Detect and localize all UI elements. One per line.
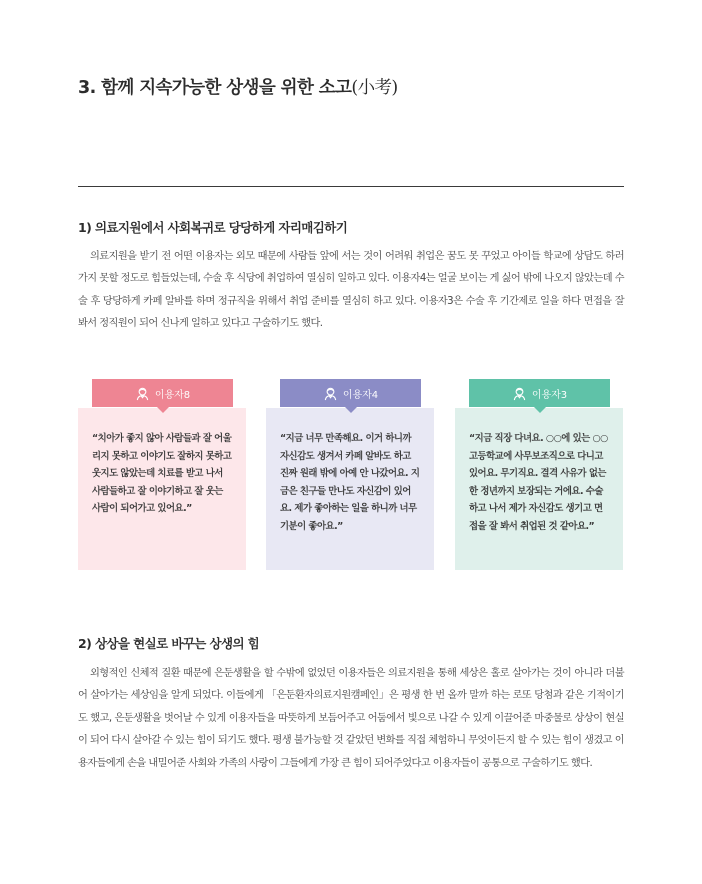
quote-text: “치아가 좋지 않아 사람들과 잘 어울리지 못하고 이야기도 잘하지 못하고 웃지도 않았는데 치료를 받고 나서 사람들하고 잘 이야기하고 잘 웃는 사람이 되어가고 있어요.” [92, 433, 232, 515]
section-title [78, 74, 398, 99]
section-title-text: 3. 함께 지속가능한 상생을 위한 소고 [78, 78, 352, 98]
subsection-heading-2: 2) 상상을 현실로 바꾸는 상생의 힘 [78, 636, 260, 651]
quote-card-user8 [78, 408, 246, 570]
quote-text: “지금 너무 만족해요. 이거 하니까 자신감도 생겨서 카페 알바도 하고 진짜 원래 밖에 아예 안 나갔어요. 지금은 친구들 만나도 자신감이 있어요. 제가 좋아하는 일을 하니까 너무 기분이 좋아요.” [280, 433, 420, 532]
user-icon [512, 386, 527, 401]
user-label-tab [92, 379, 233, 407]
section-title-hanja: (小考) [351, 78, 398, 98]
user-label-tab [280, 379, 421, 407]
user-icon [135, 386, 150, 401]
user-label-tab [469, 379, 610, 407]
user-label: 이용자4 [342, 389, 379, 401]
quote-text: “지금 직장 다녀요. ○○에 있는 ○○고등학교에 사무보조직으로 다니고 있어요. 무기직요. 결격 사유가 없는 한 정년까지 보장되는 거에요. 수술하고 나서 제가 자신감도 생기고 면접을 잘 봐서 취업된 것 같아요.” [469, 433, 608, 532]
section-divider [78, 186, 624, 187]
user-icon [323, 386, 338, 401]
subsection-paragraph-2: 외형적인 신체적 질환 때문에 은둔생활을 할 수밖에 없었던 이용자들은 의료지원을 통해 세상은 홀로 살아가는 것이 아니라 더불어 살아가는 세상임을 알게 되었다. 이들에게 「은둔환자의료지원캠페인」은 평생 한 번 올까 말까 하는 로또 당첨과 같은 기적이기도 했고, 은둔생활을 벗어날 수 있게 이용자들을 따뜻하게 보듬어주고 어둠에서 빛으로 나갈 수 있게 이끌어준 마중물로 상상이 현실이 되어 다시 살아갈 수 있는 힘이 되기도 했다. 평생 불가능할 것 같았던 변화를 직접 체험하니 무엇이든지 할 수 있는 힘이 생겼고 이용자들에게 손을 내밀어준 사회와 가족의 사랑이 그들에게 가장 큰 힘이 되어주었다고 이용자들이 공통으로 구술하기도 했다. [78, 668, 624, 769]
quote-card-user3 [455, 408, 623, 570]
subsection-heading-1: 1) 의료지원에서 사회복귀로 당당하게 자리매김하기 [78, 220, 348, 235]
subsection-paragraph-1: 의료지원을 받기 전 어떤 이용자는 외모 때문에 사람들 앞에 서는 것이 어려워 취업은 꿈도 못 꾸었고 아이들 학교에 상담도 하러 가지 못할 정도로 힘들었는데, 수술 후 식당에 취업하여 열심히 일하고 있다. 이용자4는 얼굴 보이는 게 싫어 밖에 나오지 않았는데 수술 후 당당하게 카페 알바를 하며 정규직을 위해서 취업 준비를 열심히 하고 있다. 이용자3은 수술 후 기간제로 일을 하다 면접을 잘 봐서 정직원이 되어 신나게 일하고 있다고 구술하기도 했다. [78, 251, 624, 330]
user-label: 이용자3 [531, 389, 568, 401]
quote-card-user4 [266, 408, 434, 570]
user-label: 이용자8 [154, 389, 191, 401]
